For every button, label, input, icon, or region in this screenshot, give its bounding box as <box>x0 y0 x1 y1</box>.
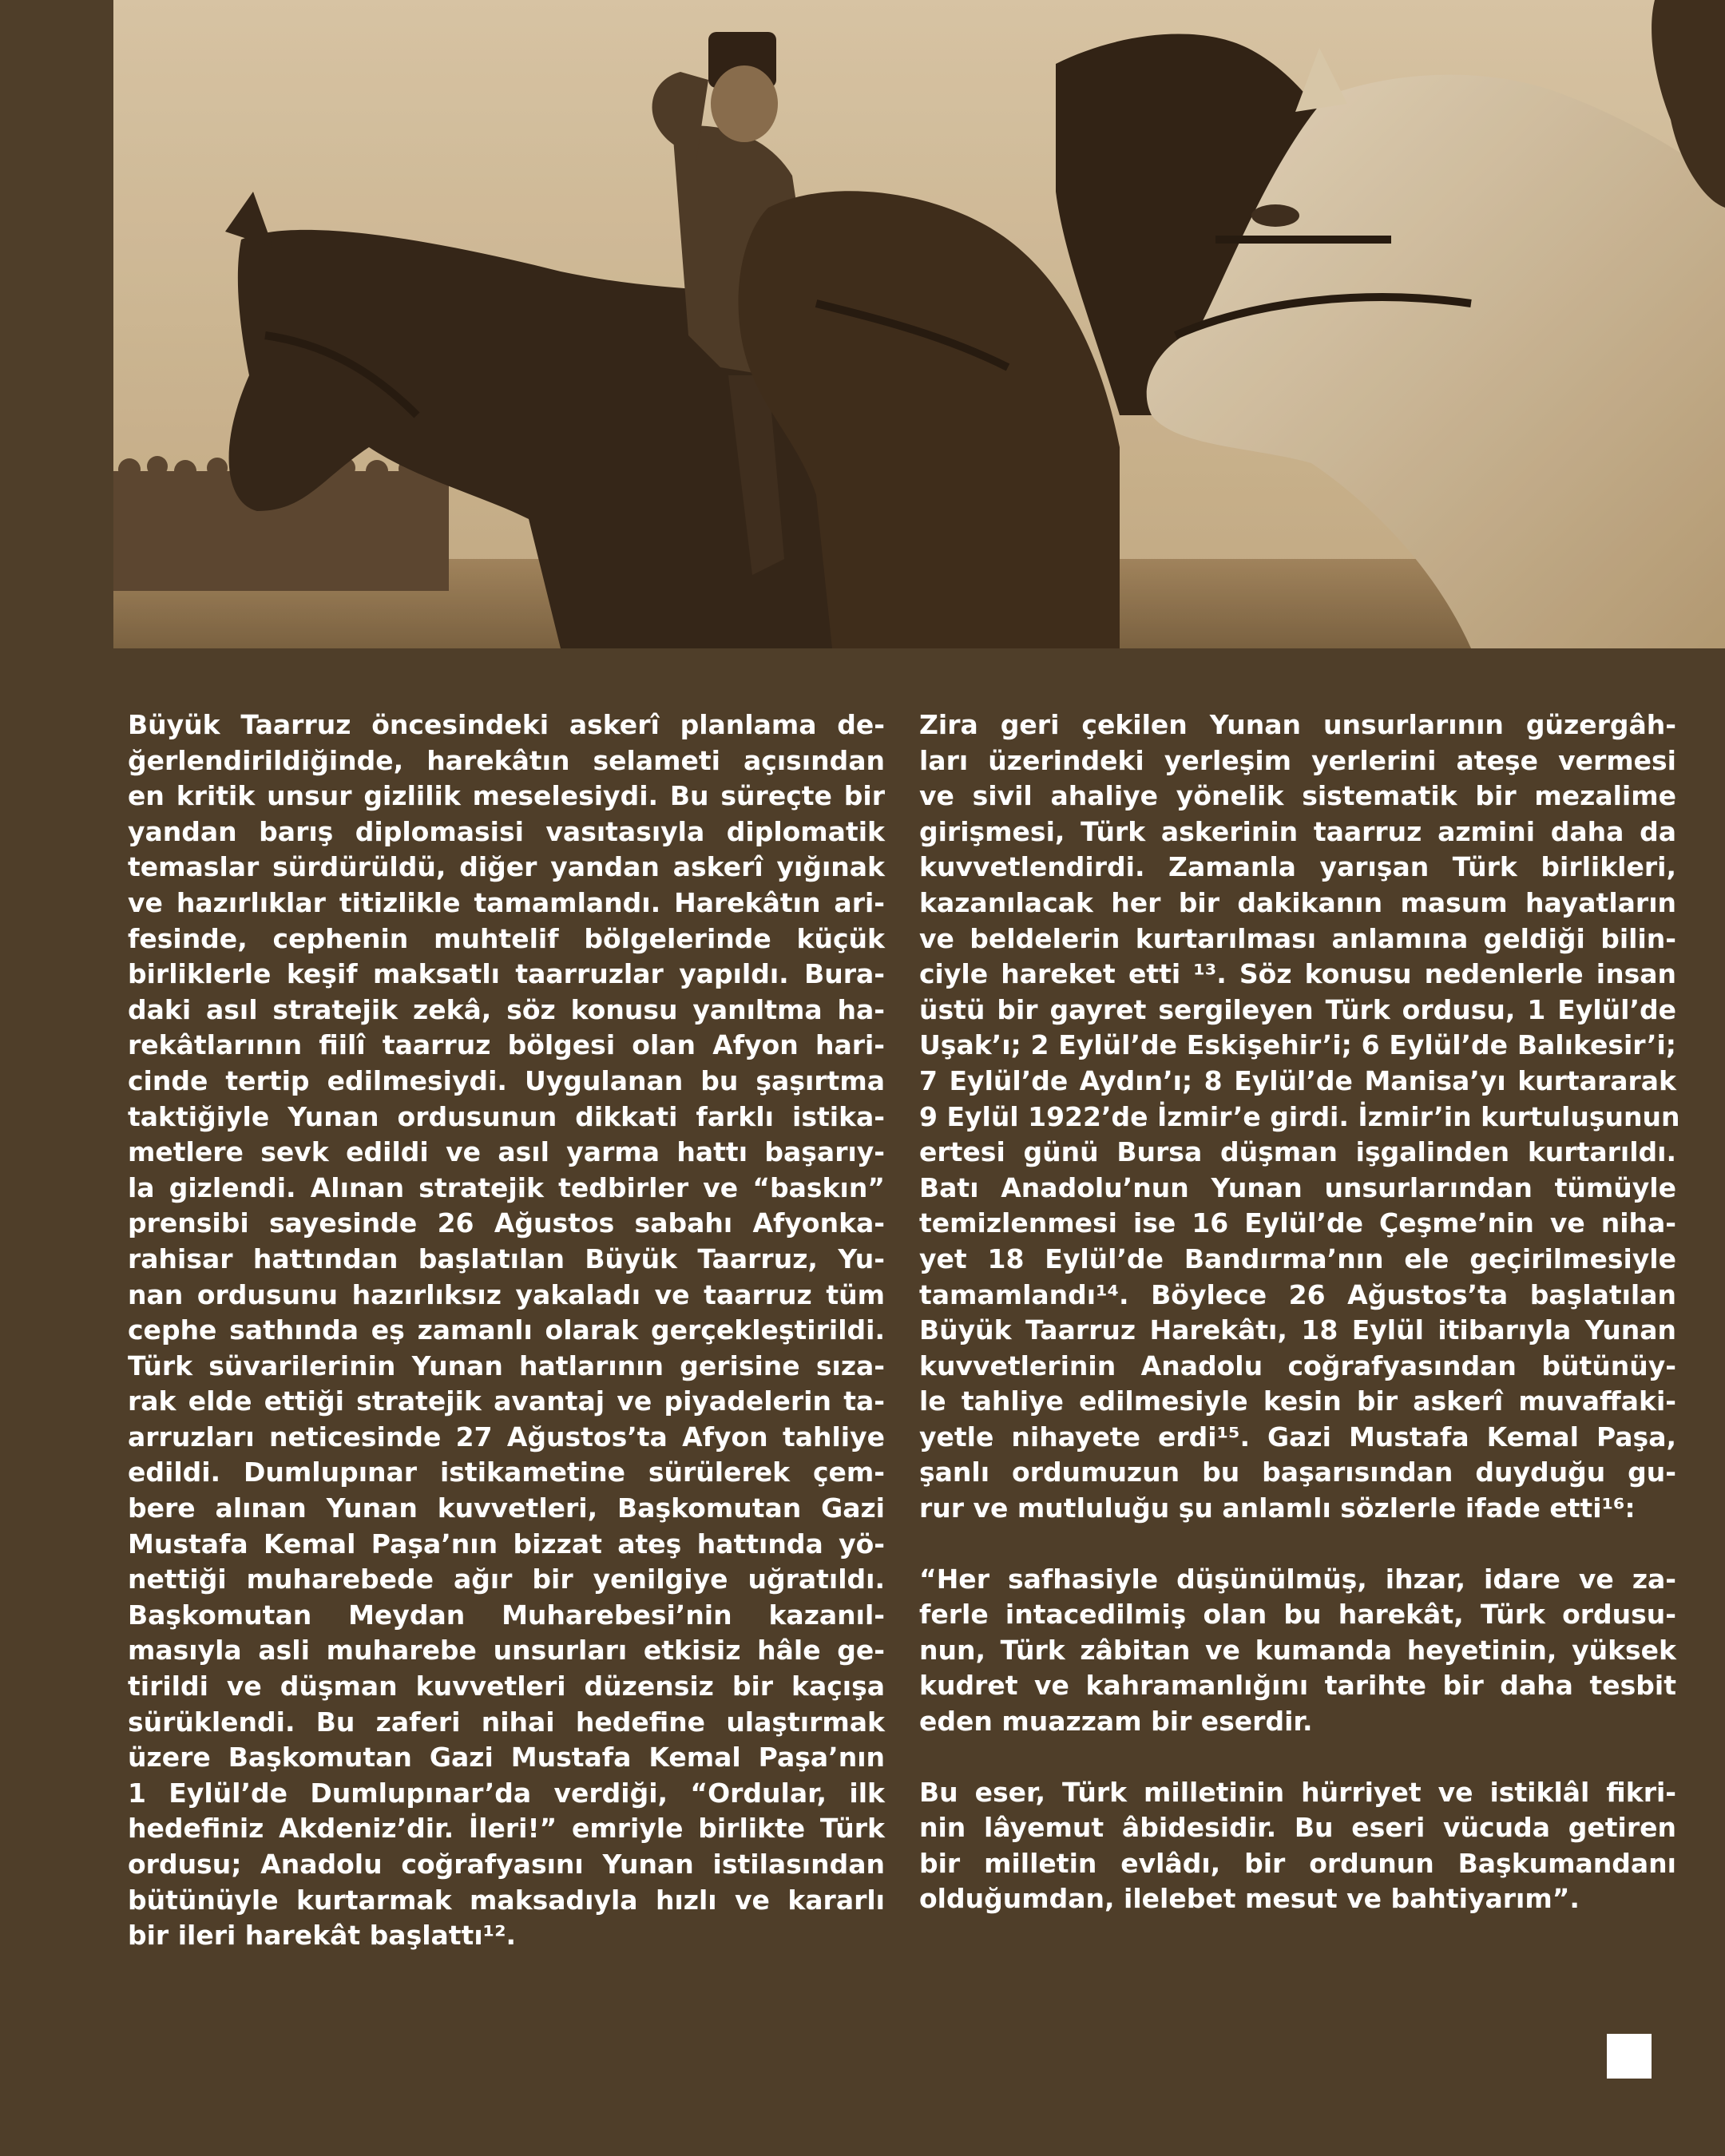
text-line: kuvvetlendirdi. Zamanla yarışan Türk birlikleri, <box>919 851 1676 883</box>
text-line: “Her safhasiyle düşünülmüş, ihzar, idare ve za- <box>919 1563 1676 1595</box>
text-line: ertesi günü Bursa düşman işgalinden kurtarıldı. <box>919 1136 1676 1168</box>
text-line: temizlenmesi ise 16 Eylül’de Çeşme’nin ve niha- <box>919 1207 1676 1239</box>
text-line: ferle intacedilmiş olan bu harekât, Türk ordusu- <box>919 1599 1676 1631</box>
text-line: le tahliye edilmesiyle kesin bir askerî muvaffaki- <box>919 1385 1676 1417</box>
text-line: prensibi sayesinde 26 Ağustos sabahı Afyonka- <box>128 1207 885 1239</box>
text-line: 9 Eylül 1922’de İzmir’e girdi. İzmir’in kurtuluşunun <box>919 1100 1680 1132</box>
right-column <box>919 707 1680 1917</box>
text-line: ve hazırlıklar titizlikle tamamlandı. Harekâtın ari- <box>128 886 885 918</box>
text-line: üzere Başkomutan Gazi Mustafa Kemal Paşa’nın <box>128 1742 885 1774</box>
text-line: kazanılacak her bir dakikanın masum hayatların <box>919 886 1676 918</box>
text-line: Mustafa Kemal Paşa’nın bizzat ateş hattında yö- <box>128 1528 885 1560</box>
text-line: kudret ve kahramanlığını tarihte bir daha tesbit <box>919 1670 1676 1702</box>
text-line: bir milletin evlâdı, bir ordunun Başkumandanı <box>919 1847 1676 1879</box>
text-line: nun, Türk zâbitan ve kumanda heyetinin, yüksek <box>919 1634 1676 1666</box>
text-line: metlere sevk edildi ve asıl yarma hattı başarıy- <box>128 1136 885 1168</box>
right-paragraph-1 <box>919 707 1680 1527</box>
text-line: ve beldelerin kurtarılması anlamına geldiği bilin- <box>919 922 1676 954</box>
historical-photo <box>113 0 1725 648</box>
text-line: nettiği muharebede ağır bir yenilgiye uğratıldı. <box>128 1563 885 1595</box>
text-line: Bu eser, Türk milletinin hürriyet ve istiklâl fikri- <box>919 1776 1676 1808</box>
text-line: nan ordusunu hazırlıksız yakaladı ve taarruz tüm <box>128 1278 885 1310</box>
text-line: rekâtlarının fiilî taarruz bölgesi olan Afyon hari- <box>128 1029 885 1061</box>
text-line: Başkomutan Meydan Muharebesi’nin kazanıl- <box>128 1599 885 1631</box>
text-line: fesinde, cephenin muhtelif bölgelerinde küçük <box>128 922 885 954</box>
text-line: eden muazzam bir eserdir. <box>919 1706 1313 1738</box>
text-line: tirildi ve düşman kuvvetleri düzensiz bir kaçışa <box>128 1671 885 1702</box>
text-line: yetle nihayete erdi¹⁵. Gazi Mustafa Kemal Paşa, <box>919 1421 1676 1453</box>
text-line: arruzları neticesinde 27 Ağustos’ta Afyon tahliye <box>128 1421 885 1453</box>
text-line: masıyla asli muharebe unsurları etkisiz hâle ge- <box>128 1635 885 1667</box>
text-line: taktiğiyle Yunan ordusunun dikkati farklı istika- <box>128 1100 885 1132</box>
text-line: cinde tertip edilmesiydi. Uygulanan bu şaşırtma <box>128 1064 885 1096</box>
text-line: 7 Eylül’de Aydın’ı; 8 Eylül’de Manisa’yı kurtararak <box>919 1064 1676 1096</box>
text-line: şanlı ordumuzun bu başarısından duyduğu gu- <box>919 1456 1676 1488</box>
text-line: Batı Anadolu’nun Yunan unsurlarından tümüyle <box>919 1171 1676 1203</box>
text-line: sürüklendi. Bu zaferi nihai hedefine ulaştırmak <box>128 1706 885 1738</box>
text-line: Zira geri çekilen Yunan unsurlarının güzergâh- <box>919 709 1676 740</box>
text-line: bir ileri harekât başlattı¹². <box>128 1920 517 1952</box>
text-line: 1 Eylül’de Dumlupınar’da verdiği, “Ordular, ilk <box>128 1777 885 1809</box>
quote-paragraph-2 <box>919 1775 1676 1917</box>
text-line: temaslar sürdürüldü, diğer yandan askerî yığınak <box>128 851 885 883</box>
text-line: la gizlendi. Alınan stratejik tedbirler ve “baskın” <box>128 1171 885 1203</box>
cavalry-photo-icon <box>113 0 1725 648</box>
text-line: yet 18 Eylül’de Bandırma’nın ele geçirilmesiyle <box>919 1242 1676 1274</box>
text-line: cephe sathında eş zamanlı olarak gerçekleştirildi. <box>128 1314 885 1346</box>
text-line: ları üzerindeki yerleşim yerlerini ateşe vermesi <box>919 744 1676 776</box>
text-line: rur ve mutluluğu şu anlamlı sözlerle ifade etti¹⁶: <box>919 1492 1636 1524</box>
quote-paragraph-1 <box>919 1562 1676 1740</box>
page-marker <box>1607 2034 1652 2079</box>
text-line: Türk süvarilerinin Yunan hatlarının gerisine sıza- <box>128 1349 885 1381</box>
text-line: nin lâyemut âbidesidir. Bu eseri vücuda getiren <box>919 1812 1676 1844</box>
left-column <box>128 707 885 1954</box>
text-line: Büyük Taarruz öncesindeki askerî planlama de- <box>128 709 885 740</box>
text-line: en kritik unsur gizlilik meselesiydi. Bu süreçte bir <box>128 780 885 812</box>
text-line: edildi. Dumlupınar istikametine sürülerek çem- <box>128 1456 885 1488</box>
text-line: rahisar hattından başlatılan Büyük Taarruz, Yu- <box>128 1242 885 1274</box>
text-line: yandan barış diplomasisi vasıtasıyla diplomatik <box>128 815 885 847</box>
text-line: birliklerle keşif maksatlı taarruzlar yapıldı. Bura- <box>128 958 885 990</box>
text-line: Büyük Taarruz Harekâtı, 18 Eylül itibarıyla Yunan <box>919 1314 1676 1346</box>
text-line: bere alınan Yunan kuvvetleri, Başkomutan Gazi <box>128 1492 885 1524</box>
text-line: kuvvetlerinin Anadolu coğrafyasından bütünüy- <box>919 1349 1676 1381</box>
text-line: ciyle hareket etti ¹³. Söz konusu nedenlerle insan <box>919 958 1676 990</box>
text-line: ordusu; Anadolu coğrafyasını Yunan istilasından <box>128 1849 885 1880</box>
text-line: ve sivil ahaliye yönelik sistematik bir mezalime <box>919 780 1676 812</box>
text-line: ğerlendirildiğinde, harekâtın selameti açısından <box>128 744 885 776</box>
text-line: Uşak’ı; 2 Eylül’de Eskişehir’i; 6 Eylül’de Balıkesir’i; <box>919 1029 1676 1061</box>
text-line: girişmesi, Türk askerinin taarruz azmini daha da <box>919 815 1676 847</box>
text-line: üstü bir gayret sergileyen Türk ordusu, 1 Eylül’de <box>919 993 1676 1025</box>
text-line: bütünüyle kurtarmak maksadıyla hızlı ve kararlı <box>128 1884 885 1916</box>
text-line: hedefiniz Akdeniz’dir. İleri!” emriyle birlikte Türk <box>128 1813 885 1845</box>
text-line: daki asıl stratejik zekâ, söz konusu yanıltma ha- <box>128 993 885 1025</box>
text-line: rak elde ettiği stratejik avantaj ve piyadelerin ta- <box>128 1385 885 1417</box>
text-line: olduğumdan, ilelebet mesut ve bahtiyarım”. <box>919 1883 1580 1915</box>
text-line: tamamlandı¹⁴. Böylece 26 Ağustos’ta başlatılan <box>919 1278 1676 1310</box>
